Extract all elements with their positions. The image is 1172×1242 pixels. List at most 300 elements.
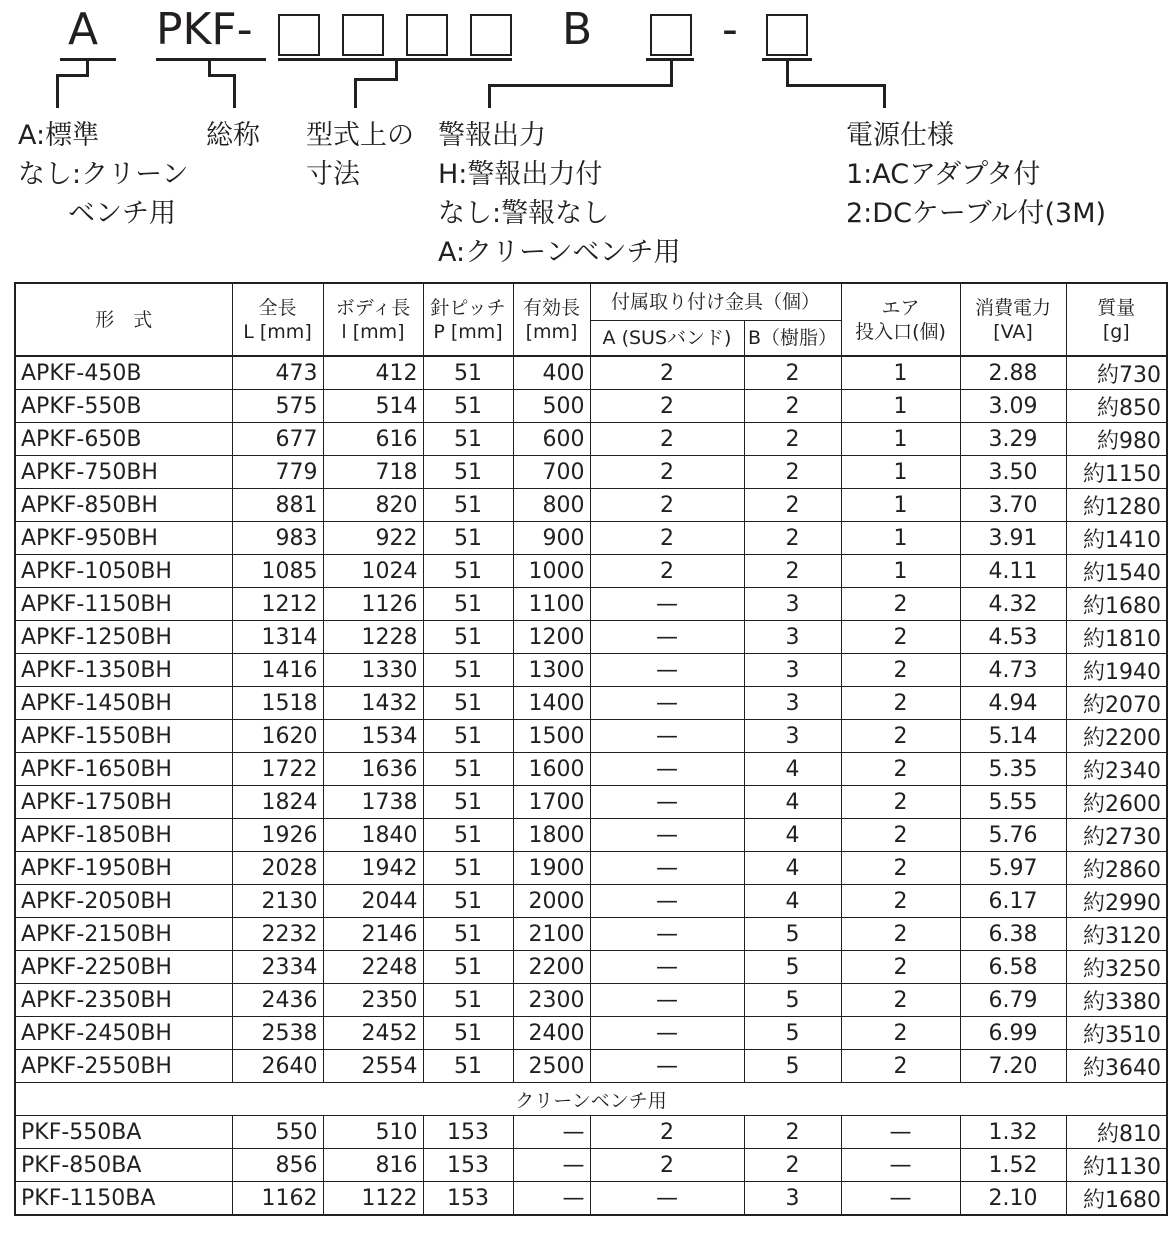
value-cell: 4 <box>744 786 841 819</box>
table-row <box>15 654 1167 687</box>
value-cell: 1500 <box>513 720 590 753</box>
value-cell: 616 <box>323 423 423 456</box>
value-cell: 3 <box>744 621 841 654</box>
value-cell: 51 <box>423 885 513 918</box>
value-cell: — <box>590 1050 744 1083</box>
model-cell: PKF-550BA <box>15 1116 232 1149</box>
value-cell: 1122 <box>323 1182 423 1216</box>
value-cell: 1.32 <box>960 1116 1066 1149</box>
value-cell: 約2730 <box>1066 819 1167 852</box>
value-cell: 2 <box>590 456 744 489</box>
value-cell: 51 <box>423 951 513 984</box>
header-total-length: 全長 L [mm] <box>232 283 323 356</box>
model-cell: APKF-1250BH <box>15 621 232 654</box>
value-cell: 1100 <box>513 588 590 621</box>
value-cell: 6.99 <box>960 1017 1066 1050</box>
label-standard-bench: ベンチ用 <box>68 198 176 229</box>
value-cell: 51 <box>423 456 513 489</box>
value-cell: 1126 <box>323 588 423 621</box>
value-cell: 4 <box>744 885 841 918</box>
value-cell: 1432 <box>323 687 423 720</box>
value-cell: 1330 <box>323 654 423 687</box>
underline-name <box>156 58 266 61</box>
value-cell: 2 <box>841 720 960 753</box>
value-cell: 2146 <box>323 918 423 951</box>
value-cell: 1.52 <box>960 1149 1066 1182</box>
value-cell: 約2990 <box>1066 885 1167 918</box>
value-cell: 2538 <box>232 1017 323 1050</box>
value-cell: 2 <box>841 588 960 621</box>
value-cell: 3.91 <box>960 522 1066 555</box>
value-cell: 約1540 <box>1066 555 1167 588</box>
value-cell: 1824 <box>232 786 323 819</box>
header-fitting-a: A (SUSバンド) <box>590 321 744 357</box>
table-row <box>15 687 1167 720</box>
value-cell: 約2200 <box>1066 720 1167 753</box>
value-cell: 550 <box>232 1116 323 1149</box>
value-cell: 51 <box>423 654 513 687</box>
value-cell: 2 <box>841 753 960 786</box>
value-cell: 2 <box>744 390 841 423</box>
value-cell: 1700 <box>513 786 590 819</box>
label-dimension-2: 寸法 <box>306 159 360 190</box>
value-cell: 約1940 <box>1066 654 1167 687</box>
value-cell: 3.29 <box>960 423 1066 456</box>
value-cell: 1162 <box>232 1182 323 1216</box>
table-row <box>15 456 1167 489</box>
value-cell: 2 <box>841 786 960 819</box>
value-cell: — <box>590 720 744 753</box>
value-cell: 2 <box>841 984 960 1017</box>
value-cell: 900 <box>513 522 590 555</box>
value-cell: 4.53 <box>960 621 1066 654</box>
value-cell: 4 <box>744 819 841 852</box>
value-cell: 575 <box>232 390 323 423</box>
label-alarm-a: A:クリーンベンチ用 <box>438 237 681 268</box>
model-cell: APKF-2050BH <box>15 885 232 918</box>
value-cell: 1 <box>841 390 960 423</box>
table-row <box>15 588 1167 621</box>
code-box-3 <box>406 14 448 56</box>
section-row-group <box>15 1083 1167 1116</box>
value-cell: 2.10 <box>960 1182 1066 1216</box>
table-row <box>15 423 1167 456</box>
connector-power <box>786 60 789 86</box>
value-cell: 51 <box>423 588 513 621</box>
value-cell: — <box>590 984 744 1017</box>
value-cell: 6.79 <box>960 984 1066 1017</box>
table-row <box>15 786 1167 819</box>
code-box-alarm <box>650 14 692 56</box>
value-cell: 1400 <box>513 687 590 720</box>
value-cell: 約810 <box>1066 1116 1167 1149</box>
value-cell: 1416 <box>232 654 323 687</box>
value-cell: 約3510 <box>1066 1017 1167 1050</box>
label-dimension-1: 型式上の <box>306 120 414 151</box>
value-cell: — <box>513 1116 590 1149</box>
model-cell: APKF-1850BH <box>15 819 232 852</box>
table-row <box>15 1182 1167 1216</box>
value-cell: 2 <box>841 951 960 984</box>
value-cell: 2334 <box>232 951 323 984</box>
value-cell: 153 <box>423 1182 513 1216</box>
value-cell: 約980 <box>1066 423 1167 456</box>
value-cell: 922 <box>323 522 423 555</box>
label-alarm-none: なし:警報なし <box>438 198 610 229</box>
table-body <box>15 356 1167 1083</box>
value-cell: — <box>590 786 744 819</box>
value-cell: 3 <box>744 654 841 687</box>
value-cell: 約3250 <box>1066 951 1167 984</box>
value-cell: 約3640 <box>1066 1050 1167 1083</box>
value-cell: 51 <box>423 984 513 1017</box>
model-cell: PKF-850BA <box>15 1149 232 1182</box>
model-cell: APKF-850BH <box>15 489 232 522</box>
value-cell: — <box>590 852 744 885</box>
table-row <box>15 819 1167 852</box>
value-cell: 2500 <box>513 1050 590 1083</box>
value-cell: 2 <box>744 423 841 456</box>
value-cell: 約2070 <box>1066 687 1167 720</box>
table-row <box>15 951 1167 984</box>
value-cell: 51 <box>423 555 513 588</box>
value-cell: 2300 <box>513 984 590 1017</box>
value-cell: 2 <box>590 1149 744 1182</box>
label-power-dc: 2:DCケーブル付(3M) <box>846 198 1107 229</box>
value-cell: 2 <box>590 522 744 555</box>
value-cell: 約1810 <box>1066 621 1167 654</box>
table-row <box>15 1017 1167 1050</box>
value-cell: 約1410 <box>1066 522 1167 555</box>
value-cell: 412 <box>323 356 423 390</box>
value-cell: 1942 <box>323 852 423 885</box>
value-cell: 1800 <box>513 819 590 852</box>
value-cell: 1534 <box>323 720 423 753</box>
section-label-clean-bench: クリーンベンチ用 <box>15 1083 1167 1116</box>
value-cell: 2 <box>841 885 960 918</box>
value-cell: 700 <box>513 456 590 489</box>
value-cell: 約1680 <box>1066 1182 1167 1216</box>
value-cell: 1636 <box>323 753 423 786</box>
value-cell: 1722 <box>232 753 323 786</box>
value-cell: 1620 <box>232 720 323 753</box>
value-cell: 2.88 <box>960 356 1066 390</box>
label-generic: 総称 <box>206 120 260 151</box>
value-cell: 1 <box>841 356 960 390</box>
value-cell: — <box>590 1017 744 1050</box>
value-cell: 600 <box>513 423 590 456</box>
value-cell: 2 <box>744 489 841 522</box>
value-cell: 約2340 <box>1066 753 1167 786</box>
value-cell: 153 <box>423 1149 513 1182</box>
label-standard-a: A:標準 <box>18 120 100 151</box>
model-cell: APKF-1150BH <box>15 588 232 621</box>
value-cell: — <box>841 1116 960 1149</box>
value-cell: 5.35 <box>960 753 1066 786</box>
value-cell: 2 <box>841 1050 960 1083</box>
value-cell: 2 <box>590 356 744 390</box>
value-cell: 1600 <box>513 753 590 786</box>
value-cell: 2436 <box>232 984 323 1017</box>
value-cell: 約1680 <box>1066 588 1167 621</box>
value-cell: 約730 <box>1066 356 1167 390</box>
value-cell: 677 <box>232 423 323 456</box>
value-cell: 51 <box>423 489 513 522</box>
value-cell: 51 <box>423 918 513 951</box>
value-cell: 2 <box>590 489 744 522</box>
value-cell: 1518 <box>232 687 323 720</box>
value-cell: 約2600 <box>1066 786 1167 819</box>
label-alarm-h: H:警報出力付 <box>438 159 603 190</box>
value-cell: 5.76 <box>960 819 1066 852</box>
value-cell: 800 <box>513 489 590 522</box>
table-row <box>15 555 1167 588</box>
value-cell: 510 <box>323 1116 423 1149</box>
header-fittings: 付属取り付け金具（個） <box>590 283 841 321</box>
value-cell: — <box>513 1149 590 1182</box>
value-cell: 820 <box>323 489 423 522</box>
value-cell: 2 <box>841 918 960 951</box>
value-cell: — <box>841 1182 960 1216</box>
value-cell: 51 <box>423 720 513 753</box>
value-cell: — <box>513 1182 590 1216</box>
model-cell: APKF-1350BH <box>15 654 232 687</box>
model-cell: APKF-2550BH <box>15 1050 232 1083</box>
value-cell: 1000 <box>513 555 590 588</box>
value-cell: 4 <box>744 753 841 786</box>
value-cell: 1200 <box>513 621 590 654</box>
header-mass: 質量 [g] <box>1066 283 1167 356</box>
value-cell: 4.94 <box>960 687 1066 720</box>
value-cell: 856 <box>232 1149 323 1182</box>
value-cell: 2 <box>744 522 841 555</box>
model-cell: APKF-1550BH <box>15 720 232 753</box>
model-cell: APKF-2250BH <box>15 951 232 984</box>
value-cell: 4.32 <box>960 588 1066 621</box>
table-row <box>15 489 1167 522</box>
value-cell: 51 <box>423 522 513 555</box>
value-cell: 2 <box>744 356 841 390</box>
code-box-1 <box>278 14 320 56</box>
value-cell: 2554 <box>323 1050 423 1083</box>
value-cell: 473 <box>232 356 323 390</box>
table-row <box>15 1149 1167 1182</box>
value-cell: 1 <box>841 522 960 555</box>
value-cell: 1024 <box>323 555 423 588</box>
value-cell: 約1130 <box>1066 1149 1167 1182</box>
value-cell: — <box>590 885 744 918</box>
header-power: 消費電力 [VA] <box>960 283 1066 356</box>
value-cell: — <box>590 654 744 687</box>
value-cell: 1926 <box>232 819 323 852</box>
code-name: PKF- <box>156 4 253 55</box>
value-cell: 51 <box>423 356 513 390</box>
value-cell: — <box>841 1149 960 1182</box>
model-cell: APKF-1050BH <box>15 555 232 588</box>
table-header <box>15 283 1167 356</box>
header-body-length: ボディ長 l [mm] <box>323 283 423 356</box>
model-cell: APKF-1450BH <box>15 687 232 720</box>
value-cell: 7.20 <box>960 1050 1066 1083</box>
value-cell: 1840 <box>323 819 423 852</box>
value-cell: 2 <box>841 621 960 654</box>
header-pitch: 針ピッチ P [mm] <box>423 283 513 356</box>
value-cell: 2 <box>841 1017 960 1050</box>
value-cell: 51 <box>423 753 513 786</box>
value-cell: 4.73 <box>960 654 1066 687</box>
clean-table-body <box>15 1116 1167 1216</box>
value-cell: — <box>590 753 744 786</box>
table-row <box>15 356 1167 390</box>
model-cell: APKF-1950BH <box>15 852 232 885</box>
value-cell: — <box>590 588 744 621</box>
value-cell: 1 <box>841 555 960 588</box>
value-cell: 2 <box>841 687 960 720</box>
code-box-2 <box>342 14 384 56</box>
code-dash: - <box>722 4 738 55</box>
value-cell: 2028 <box>232 852 323 885</box>
model-cell: APKF-550B <box>15 390 232 423</box>
value-cell: 779 <box>232 456 323 489</box>
value-cell: — <box>590 951 744 984</box>
value-cell: 1738 <box>323 786 423 819</box>
value-cell: 5 <box>744 918 841 951</box>
code-box-4 <box>470 14 512 56</box>
value-cell: 2 <box>841 819 960 852</box>
value-cell: 2 <box>744 456 841 489</box>
header-fitting-b: B（樹脂） <box>744 321 841 357</box>
value-cell: 153 <box>423 1116 513 1149</box>
value-cell: 1228 <box>323 621 423 654</box>
value-cell: 約2860 <box>1066 852 1167 885</box>
value-cell: 約3120 <box>1066 918 1167 951</box>
value-cell: 2248 <box>323 951 423 984</box>
value-cell: 51 <box>423 687 513 720</box>
code-suffix: B <box>562 4 593 55</box>
table-row <box>15 852 1167 885</box>
label-power-ac: 1:ACアダプタ付 <box>846 159 1041 190</box>
value-cell: — <box>590 918 744 951</box>
value-cell: 4 <box>744 852 841 885</box>
value-cell: 約1280 <box>1066 489 1167 522</box>
value-cell: 2350 <box>323 984 423 1017</box>
value-cell: 51 <box>423 786 513 819</box>
table-row <box>15 984 1167 1017</box>
value-cell: 約3380 <box>1066 984 1167 1017</box>
connector-size <box>395 60 398 80</box>
value-cell: 51 <box>423 1050 513 1083</box>
value-cell: 2130 <box>232 885 323 918</box>
model-cell: PKF-1150BA <box>15 1182 232 1216</box>
value-cell: 2 <box>841 654 960 687</box>
value-cell: 5 <box>744 1050 841 1083</box>
value-cell: 1085 <box>232 555 323 588</box>
value-cell: 5 <box>744 951 841 984</box>
value-cell: 51 <box>423 621 513 654</box>
model-cell: APKF-1650BH <box>15 753 232 786</box>
model-cell: APKF-950BH <box>15 522 232 555</box>
table-row <box>15 390 1167 423</box>
value-cell: 3 <box>744 1182 841 1216</box>
value-cell: 51 <box>423 819 513 852</box>
model-cell: APKF-1750BH <box>15 786 232 819</box>
header-effective-length: 有効長 [mm] <box>513 283 590 356</box>
value-cell: 1 <box>841 423 960 456</box>
value-cell: 2200 <box>513 951 590 984</box>
value-cell: 1 <box>841 456 960 489</box>
value-cell: 51 <box>423 423 513 456</box>
value-cell: 51 <box>423 852 513 885</box>
value-cell: 514 <box>323 390 423 423</box>
model-cell: APKF-2450BH <box>15 1017 232 1050</box>
value-cell: 816 <box>323 1149 423 1182</box>
value-cell: 51 <box>423 1017 513 1050</box>
value-cell: 1212 <box>232 588 323 621</box>
table-row <box>15 522 1167 555</box>
value-cell: 6.58 <box>960 951 1066 984</box>
value-cell: 2044 <box>323 885 423 918</box>
value-cell: 3 <box>744 720 841 753</box>
value-cell: 1300 <box>513 654 590 687</box>
header-model: 形 式 <box>15 283 232 356</box>
label-power-title: 電源仕様 <box>846 120 954 151</box>
value-cell: 1314 <box>232 621 323 654</box>
value-cell: 400 <box>513 356 590 390</box>
value-cell: 51 <box>423 390 513 423</box>
header-air: エア 投入口(個) <box>841 283 960 356</box>
value-cell: 2100 <box>513 918 590 951</box>
value-cell: 2 <box>590 1116 744 1149</box>
value-cell: 2640 <box>232 1050 323 1083</box>
model-cell: APKF-650B <box>15 423 232 456</box>
value-cell: 2452 <box>323 1017 423 1050</box>
value-cell: 5.97 <box>960 852 1066 885</box>
table-row <box>15 621 1167 654</box>
model-cell: APKF-2150BH <box>15 918 232 951</box>
spec-table <box>14 282 1168 1216</box>
value-cell: 6.17 <box>960 885 1066 918</box>
value-cell: 2 <box>590 390 744 423</box>
value-cell: 3 <box>744 687 841 720</box>
table-row <box>15 753 1167 786</box>
value-cell: 約1150 <box>1066 456 1167 489</box>
label-standard-none: なし:クリーン <box>18 159 189 190</box>
code-prefix: A <box>68 4 99 55</box>
table-row <box>15 918 1167 951</box>
connector-alarm <box>670 60 673 86</box>
table-row <box>15 1050 1167 1083</box>
value-cell: 2 <box>841 852 960 885</box>
value-cell: 3.70 <box>960 489 1066 522</box>
value-cell: 2 <box>744 1149 841 1182</box>
value-cell: 2 <box>744 555 841 588</box>
value-cell: 約850 <box>1066 390 1167 423</box>
value-cell: 5 <box>744 1017 841 1050</box>
code-box-power <box>766 14 808 56</box>
value-cell: 2 <box>590 555 744 588</box>
value-cell: 2232 <box>232 918 323 951</box>
table-row <box>15 720 1167 753</box>
table-row <box>15 885 1167 918</box>
value-cell: 5.14 <box>960 720 1066 753</box>
value-cell: 1 <box>841 489 960 522</box>
value-cell: 2000 <box>513 885 590 918</box>
value-cell: — <box>590 819 744 852</box>
value-cell: 2400 <box>513 1017 590 1050</box>
value-cell: 3.09 <box>960 390 1066 423</box>
value-cell: — <box>590 621 744 654</box>
value-cell: 1900 <box>513 852 590 885</box>
